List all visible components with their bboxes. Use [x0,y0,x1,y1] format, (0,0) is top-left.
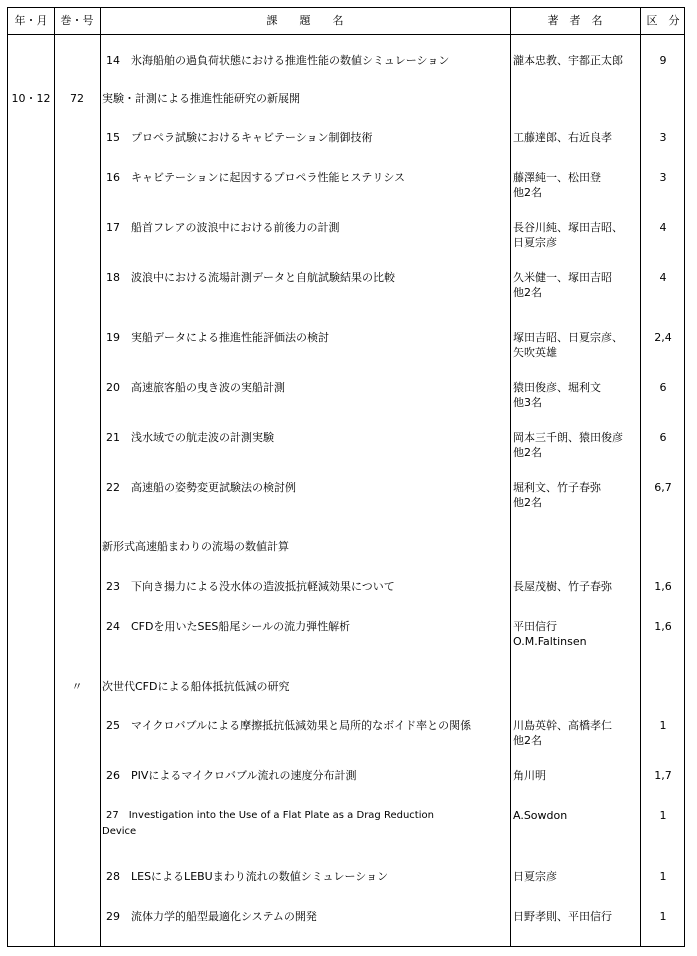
table-row-title: 26 PIVによるマイクロバブル流れの速度分布計測 [106,769,357,782]
table-row-category: 1 [659,910,667,923]
column-divider [510,8,511,946]
table-row-authors: 川島英幹、高橋孝仁 他2名 [513,719,612,747]
table-row-title: 23 下向き揚力による没水体の造波抵抗軽減効果について [106,580,395,593]
table-row-title: 24 CFDを用いたSES船尾シールの流力弾性解析 [106,620,351,633]
table-row-title: 14 氷海船舶の過負荷状態における推進性能の数値シミュレーション [106,54,450,67]
table-row-category: 4 [659,221,667,234]
publication-table [7,7,685,947]
table-row-category: 4 [659,271,667,284]
table-row-authors: 日野孝則、平田信行 [513,910,612,923]
table-row-authors: 藤澤純一、松田登 他2名 [513,171,601,199]
table-row-authors: 久米健一、塚田吉昭 他2名 [513,271,612,299]
table-row-authors: 日夏宗彦 [513,870,557,883]
table-row-authors: 堀利文、竹子春弥 他2名 [513,481,601,509]
header-title: 課 題 名 [266,14,344,27]
table-row-authors: 長屋茂樹、竹子春弥 [513,580,612,593]
column-divider [640,8,641,946]
table-row-category: 1,6 [654,580,672,593]
header-authors: 著 者 名 [547,14,603,27]
row-volume-ditto: 〃 [71,680,83,693]
column-divider [54,8,55,946]
table-row-title-continued: Device [102,826,137,837]
table-row-title: 28 LESによるLEBUまわり流れの数値シミュレーション [106,870,389,883]
table-row-category: 2,4 [654,331,672,344]
table-row-category: 6,7 [654,481,672,494]
table-row-authors: 塚田吉昭、日夏宗彦、 矢吹英雄 [513,331,623,359]
table-row-title: 22 高速船の姿勢変更試験法の検討例 [106,481,296,494]
table-row-title: 17 船首フレアの波浪中における前後力の計測 [106,221,340,234]
table-row-category: 6 [659,381,667,394]
table-row-category: 1 [659,719,667,732]
section-heading: 新形式高速船まわりの流場の数値計算 [102,540,289,553]
table-row-category: 1,6 [654,620,672,633]
table-row-title: 16 キャビテーションに起因するプロペラ性能ヒステリシス [106,171,406,184]
table-row-authors: 岡本三千朗、猿田俊彦 他2名 [513,431,623,459]
header-volume: 巻・号 [60,14,94,27]
table-row-category: 3 [659,131,667,144]
table-row-title: 21 浅水域での航走波の計測実験 [106,431,274,444]
table-row-authors: 猿田俊彦、堀利文 他3名 [513,381,601,409]
column-divider [100,8,101,946]
row-year-month: 10・12 [11,92,51,105]
table-row-authors: 工藤達郎、右近良孝 [513,131,612,144]
section-heading: 実験・計測による推進性能研究の新展開 [102,92,300,105]
table-row-authors: 角川明 [513,769,546,782]
table-row-title: 25 マイクロバブルによる摩擦抵抗低減効果と局所的なボイド率との関係 [106,719,472,732]
table-row-authors: 平田信行 O.M.Faltinsen [513,620,587,648]
header-year-month: 年・月 [14,14,48,27]
table-row-category: 9 [659,54,667,67]
table-row-authors: 長谷川純、塚田吉昭、 日夏宗彦 [513,221,623,249]
table-row-category: 1 [659,809,667,822]
table-row-category: 3 [659,171,667,184]
table-row-title: 18 波浪中における流場計測データと自航試験結果の比較 [106,271,395,284]
table-row-category: 1,7 [654,769,672,782]
row-volume: 72 [70,92,84,105]
table-row-title: 19 実船データによる推進性能評価法の検討 [106,331,329,344]
table-row-title: 15 プロペラ試験におけるキャビテーション制御技術 [106,131,373,144]
header-divider [8,34,684,35]
table-row-authors: A.Sowdon [513,809,568,822]
table-row-category: 6 [659,431,667,444]
table-row-category: 1 [659,870,667,883]
section-heading: 次世代CFDによる船体抵抗低減の研究 [102,680,290,693]
table-row-title: 27 Investigation into the Use of a Flat Plate as a Drag Reduction [106,810,434,821]
table-row-title: 29 流体力学的船型最適化システムの開発 [106,910,317,923]
table-row-authors: 瀧本忠教、宇都正太郎 [513,54,623,67]
table-row-title: 20 高速旅客船の曳き波の実船計測 [106,381,285,394]
header-category: 区 分 [646,14,680,27]
